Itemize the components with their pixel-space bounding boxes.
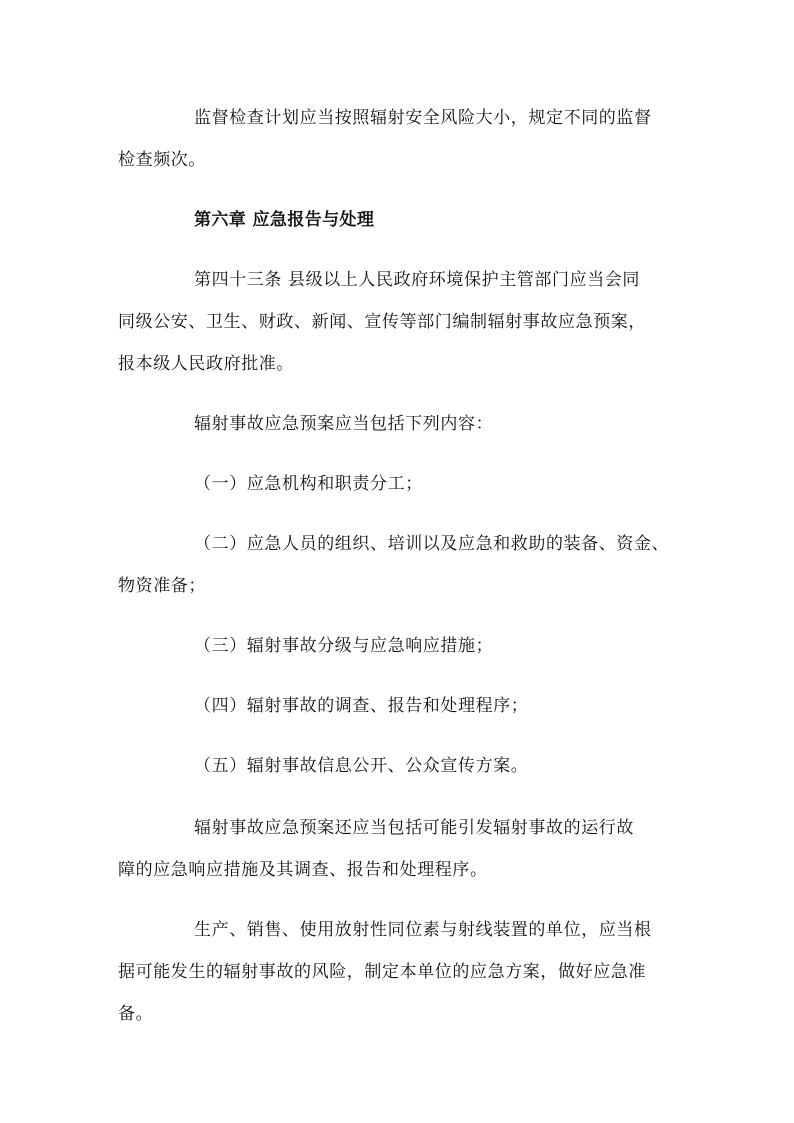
paragraph-line: 生产、销售、使用放射性同位素与射线装置的单位，应当根 — [194, 920, 652, 940]
paragraph-line: 障的应急响应措施及其调查、报告和处理程序。 — [118, 860, 488, 880]
chapter-heading: 第六章 应急报告与处理 — [194, 210, 375, 230]
paragraph-line: 备。 — [118, 1004, 154, 1024]
list-item: （三）辐射事故分级与应急响应措施； — [194, 636, 494, 656]
paragraph-line: 辐射事故应急预案应当包括下列内容： — [194, 414, 494, 434]
list-item: （四）辐射事故的调查、报告和处理程序； — [194, 696, 529, 716]
paragraph-line: 检查频次。 — [118, 150, 206, 170]
paragraph-line: 辐射事故应急预案还应当包括可能引发辐射事故的运行故 — [194, 818, 634, 838]
list-item-continuation: 物资准备； — [118, 576, 206, 596]
list-item: （二）应急人员的组织、培训以及应急和救助的装备、资金、 — [194, 534, 670, 554]
paragraph-line: 监督检查计划应当按照辐射安全风险大小，规定不同的监督 — [194, 108, 652, 128]
article-line: 报本级人民政府批准。 — [118, 354, 294, 374]
paragraph-line: 据可能发生的辐射事故的风险，制定本单位的应急方案，做好应急准 — [118, 962, 646, 982]
article-line: 同级公安、卫生、财政、新闻、宣传等部门编制辐射事故应急预案， — [118, 312, 646, 332]
list-item: （一）应急机构和职责分工； — [194, 474, 423, 494]
article-line: 第四十三条 县级以上人民政府环境保护主管部门应当会同 — [194, 270, 641, 290]
list-item: （五）辐射事故信息公开、公众宣传方案。 — [194, 756, 529, 776]
